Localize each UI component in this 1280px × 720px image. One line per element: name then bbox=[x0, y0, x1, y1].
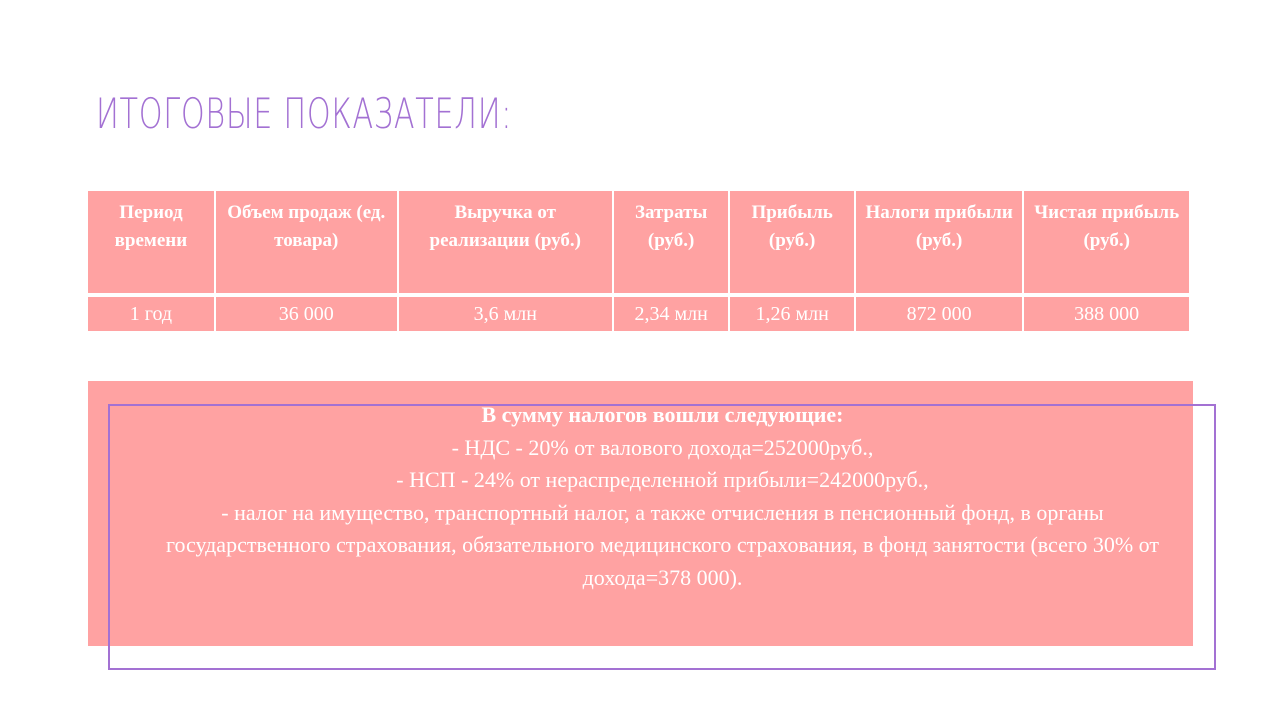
cell-revenue: 3,6 млн bbox=[399, 297, 612, 331]
header-revenue: Выручка от реализации (руб.) bbox=[399, 191, 612, 297]
cell-net-profit: 388 000 bbox=[1024, 297, 1189, 331]
tax-line-nsp: - НСП - 24% от нераспределенной прибыли=242000руб., bbox=[396, 467, 929, 492]
cell-period: 1 год bbox=[88, 297, 214, 331]
cell-costs: 2,34 млн bbox=[614, 297, 729, 331]
table-header-row bbox=[88, 191, 1189, 297]
header-costs: Затраты (руб.) bbox=[614, 191, 729, 297]
summary-table bbox=[86, 191, 1191, 331]
cell-profit-taxes: 872 000 bbox=[856, 297, 1023, 331]
slide-title: ИТОГОВЫЕ ПОКАЗАТЕЛИ: bbox=[96, 89, 513, 138]
header-profit-taxes: Налоги прибыли (руб.) bbox=[856, 191, 1023, 297]
header-period: Период времени bbox=[88, 191, 214, 297]
header-profit: Прибыль (руб.) bbox=[730, 191, 853, 297]
cell-sales-volume: 36 000 bbox=[216, 297, 397, 331]
tax-line-other: - налог на имущество, транспортный налог, а также отчисления в пенсионный фонд, в органы государственного страхования, обязательного медицинского страхования, в фонд занятости (всего 30% от дохода=378 000). bbox=[166, 499, 1159, 590]
tax-heading: В сумму налогов вошли следующие: bbox=[481, 402, 844, 427]
header-sales-volume: Объем продаж (ед. товара) bbox=[216, 191, 397, 297]
header-net-profit: Чистая прибыль (руб.) bbox=[1024, 191, 1189, 297]
tax-line-vat: - НДС - 20% от валового дохода=252000руб., bbox=[451, 434, 874, 460]
table-row bbox=[88, 297, 1189, 331]
tax-info-text bbox=[150, 399, 1175, 594]
cell-profit: 1,26 млн bbox=[730, 297, 853, 331]
